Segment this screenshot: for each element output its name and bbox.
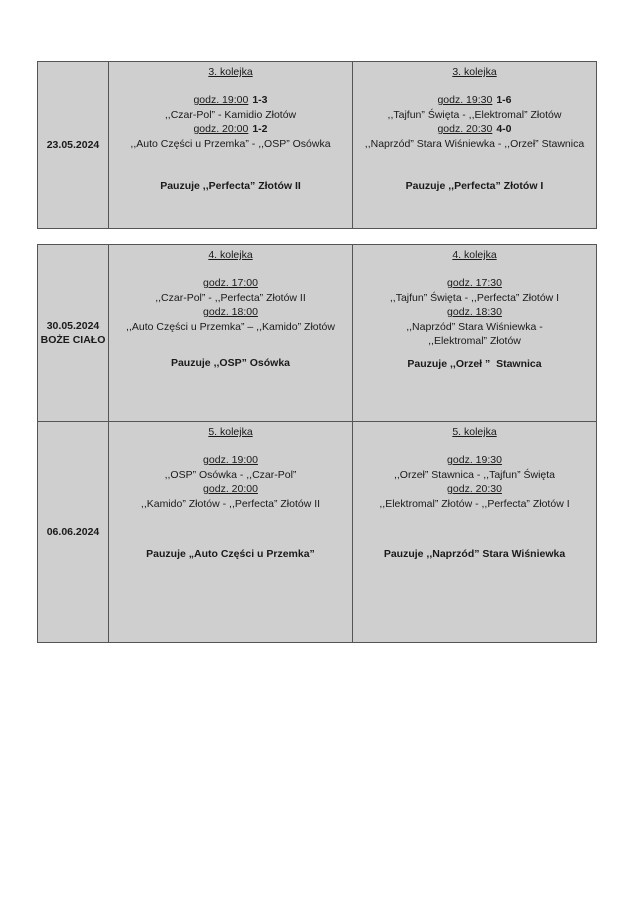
match-teams: ,,Czar-Pol” - ,,Perfecta” Złotów II [155,291,306,304]
match-score: 1-6 [496,94,512,106]
round-cell-right [353,245,597,422]
match-teams: ,,Czar-Pol” - Kamidio Złotów [164,108,297,121]
match-time: godz. 17:30 [447,277,502,289]
match-time: godz. 17:00 [203,277,258,289]
pause-note: Pauzuje ,,Orzeł ” Stawnica [407,357,542,370]
schedule-table-1 [37,61,597,229]
match-time: godz. 20:30 [437,123,493,135]
match-teams: ,,OSP” Osówka - ,,Czar-Pol” [164,468,297,481]
round-cell-left [109,422,353,643]
round-title: 5. kolejka [208,426,253,438]
match-teams: ,,Orzeł” Stawnica - ,,Tajfun” Święta [393,468,556,481]
match-teams: ,,Auto Części u Przemka” – ,,Kamido” Złotów [126,320,335,333]
round-title: 5. kolejka [452,426,497,438]
pause-note: Pauzuje ,,Perfecta” Złotów II [160,180,301,192]
match-time: godz. 19:00 [193,94,249,106]
pause-note: Pauzuje „Auto Części u Przemka” [146,548,315,560]
match-score: 1-2 [252,123,268,135]
match-teams: ,,Tajfun” Święta - ,,Perfecta” Złotów I [389,291,560,304]
pause-note: Pauzuje ,,OSP” Osówka [170,357,291,369]
holiday-label: BOŻE CIAŁO [40,334,106,346]
match-teams: ,,Kamido” Złotów - ,,Perfecta” Złotów II [140,497,321,510]
date-cell [38,422,109,643]
date-label: 30.05.2024 [46,320,100,332]
date-label: 06.06.2024 [46,526,100,538]
match-time: godz. 18:30 [447,306,502,318]
round-title: 4. kolejka [208,249,253,261]
match-score: 1-3 [252,94,268,106]
round-title: 4. kolejka [452,249,497,261]
match-score: 4-0 [496,123,512,135]
match-time: godz. 20:00 [193,123,249,135]
match-teams: ,,Naprzód” Stara Wiśniewka - ,,Orzeł” Stawnica [364,137,585,150]
round-cell-right [353,422,597,643]
round-cell-left [109,245,353,422]
table-row [38,62,597,229]
match-time: godz. 18:00 [203,306,258,318]
match-teams: ,,Tajfun” Święta - ,,Elektromal” Złotów [387,108,562,121]
match-teams: ,,Auto Części u Przemka” - ,,OSP” Osówka [130,137,331,150]
match-time: godz. 19:30 [437,94,493,106]
date-cell [38,245,109,422]
match-time: godz. 19:30 [447,454,502,466]
round-title: 3. kolejka [452,66,497,78]
table-row [38,422,597,643]
table-row [38,245,597,422]
match-teams: ,,Elektromal” Złotów - ,,Perfecta” Złotów I [379,497,570,510]
match-time: godz. 20:00 [203,483,258,495]
round-cell-right [353,62,597,229]
date-cell [38,62,109,229]
date-label: 23.05.2024 [46,139,100,151]
pause-note: Pauzuje ,,Perfecta” Złotów I [405,180,544,192]
round-title: 3. kolejka [208,66,253,78]
match-time: godz. 19:00 [203,454,258,466]
pause-note: Pauzuje ,,Naprzód” Stara Wiśniewka [383,548,566,560]
match-teams: ,,Naprzód” Stara Wiśniewka - ,,Elektromal” Złotów [406,320,543,347]
round-cell-left [109,62,353,229]
schedule-table-2 [37,244,597,643]
match-time: godz. 20:30 [447,483,502,495]
